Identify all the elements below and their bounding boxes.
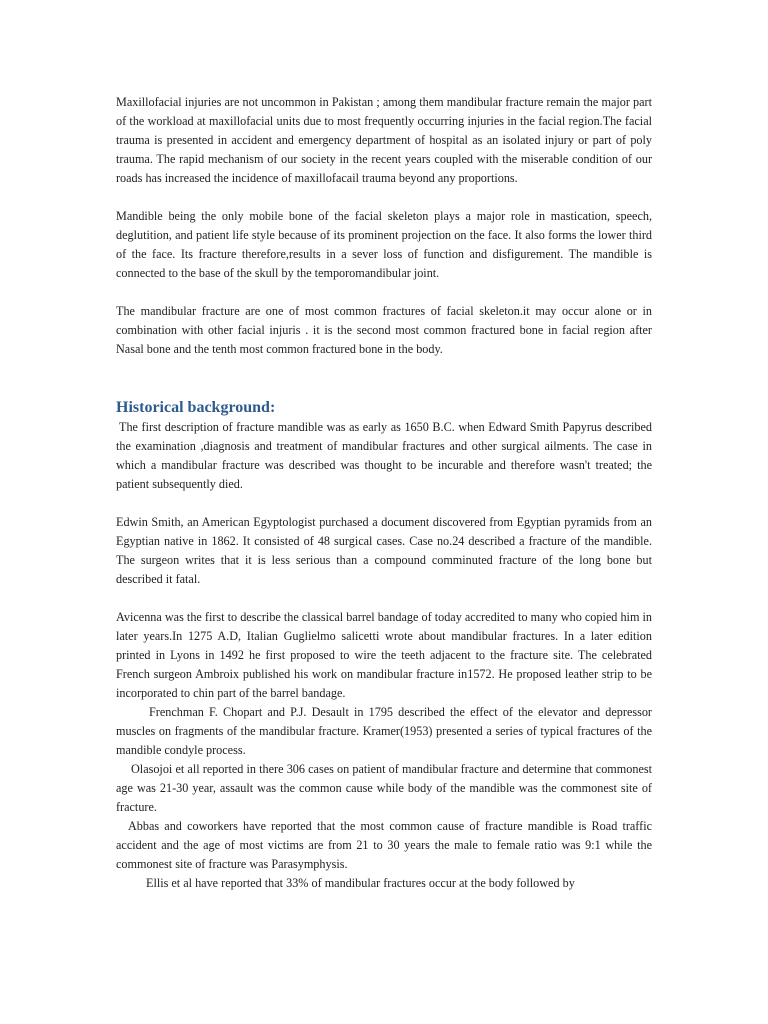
section-heading-historical-background: Historical background: [116, 399, 276, 416]
paragraph-chopart-desault: Frenchman F. Chopart and P.J. Desault in 1795 described the effect of the elevator and depressor muscles on fragments of the mandibular fracture. Kramer(1953) presented a series of typical fractures of the mandible condyle process. [116, 705, 652, 757]
paragraph-edwin-smith: Edwin Smith, an American Egyptologist purchased a document discovered from Egyptian pyramids from an Egyptian native in 1862. It consisted of 48 surgical cases. Case no.24 described a fracture of the mandible. The surgeon writes that it is less serious than a compound comminuted fracture of the long bone but described it fatal. [116, 515, 652, 586]
paragraph-abbas: Abbas and coworkers have reported that the most common cause of fracture mandible is Road traffic accident and the age of most victims are from 21 to 30 years the male to female ratio was 9:1 while the commonest site of fracture was Parasymphysis. [116, 819, 652, 871]
paragraph-avicenna: Avicenna was the first to describe the classical barrel bandage of today accredited to many who copied him in later years.In 1275 A.D, Italian Guglielmo salicetti wrote about mandibular fractures. In a later edition printed in Lyons in 1492 he first proposed to wire the teeth adjacent to the fracture site. The celebrated French surgeon Ambroix published his work on mandibular fracture in1572. He proposed leather strip to be incorporated to chin part of the barrel bandage. [116, 610, 652, 700]
paragraph-first-description: The first description of fracture mandible was as early as 1650 B.C. when Edward Smith Papyrus described the examination ,diagnosis and treatment of mandibular fractures and other surgical ailments. The case in which a mandibular fracture was described was thought to be incurable and therefore wasn't treated; the patient subsequently died. [116, 420, 652, 491]
paragraph-maxillofacial-injuries: Maxillofacial injuries are not uncommon in Pakistan ; among them mandibular fracture remain the major part of the workload at maxillofacial units due to most frequently occurring injuries in the facial region.The facial trauma is presented in accident and emergency department of hospital as an isolated injury or part of poly trauma. The rapid mechanism of our society in the recent years coupled with the miserable condition of our roads has increased the incidence of maxillofacail trauma beyond any proportions. [116, 95, 652, 185]
paragraph-ellis: Ellis et al have reported that 33% of mandibular fractures occur at the body followed by [146, 876, 575, 890]
paragraph-mandible-description: Mandible being the only mobile bone of the facial skeleton plays a major role in mastication, speech, deglutition, and patient life style because of its prominent projection on the face. It also forms the lower third of the face. Its fracture therefore,results in a sever loss of function and disfigurement. The mandible is connected to the base of the skull by the temporomandibular joint. [116, 209, 652, 280]
document-body [116, 93, 652, 893]
paragraph-mandibular-fracture-frequency: The mandibular fracture are one of most common fractures of facial skeleton.it may occur alone or in combination with other facial injuris . it is the second most common fractured bone in facial region after Nasal bone and the tenth most common fractured bone in the body. [116, 304, 652, 356]
paragraph-olasojoi: Olasojoi et all reported in there 306 cases on patient of mandibular fracture and determine that commonest age was 21-30 year, assault was the common cause while body of the mandible was the commonest site of fracture. [116, 762, 652, 814]
